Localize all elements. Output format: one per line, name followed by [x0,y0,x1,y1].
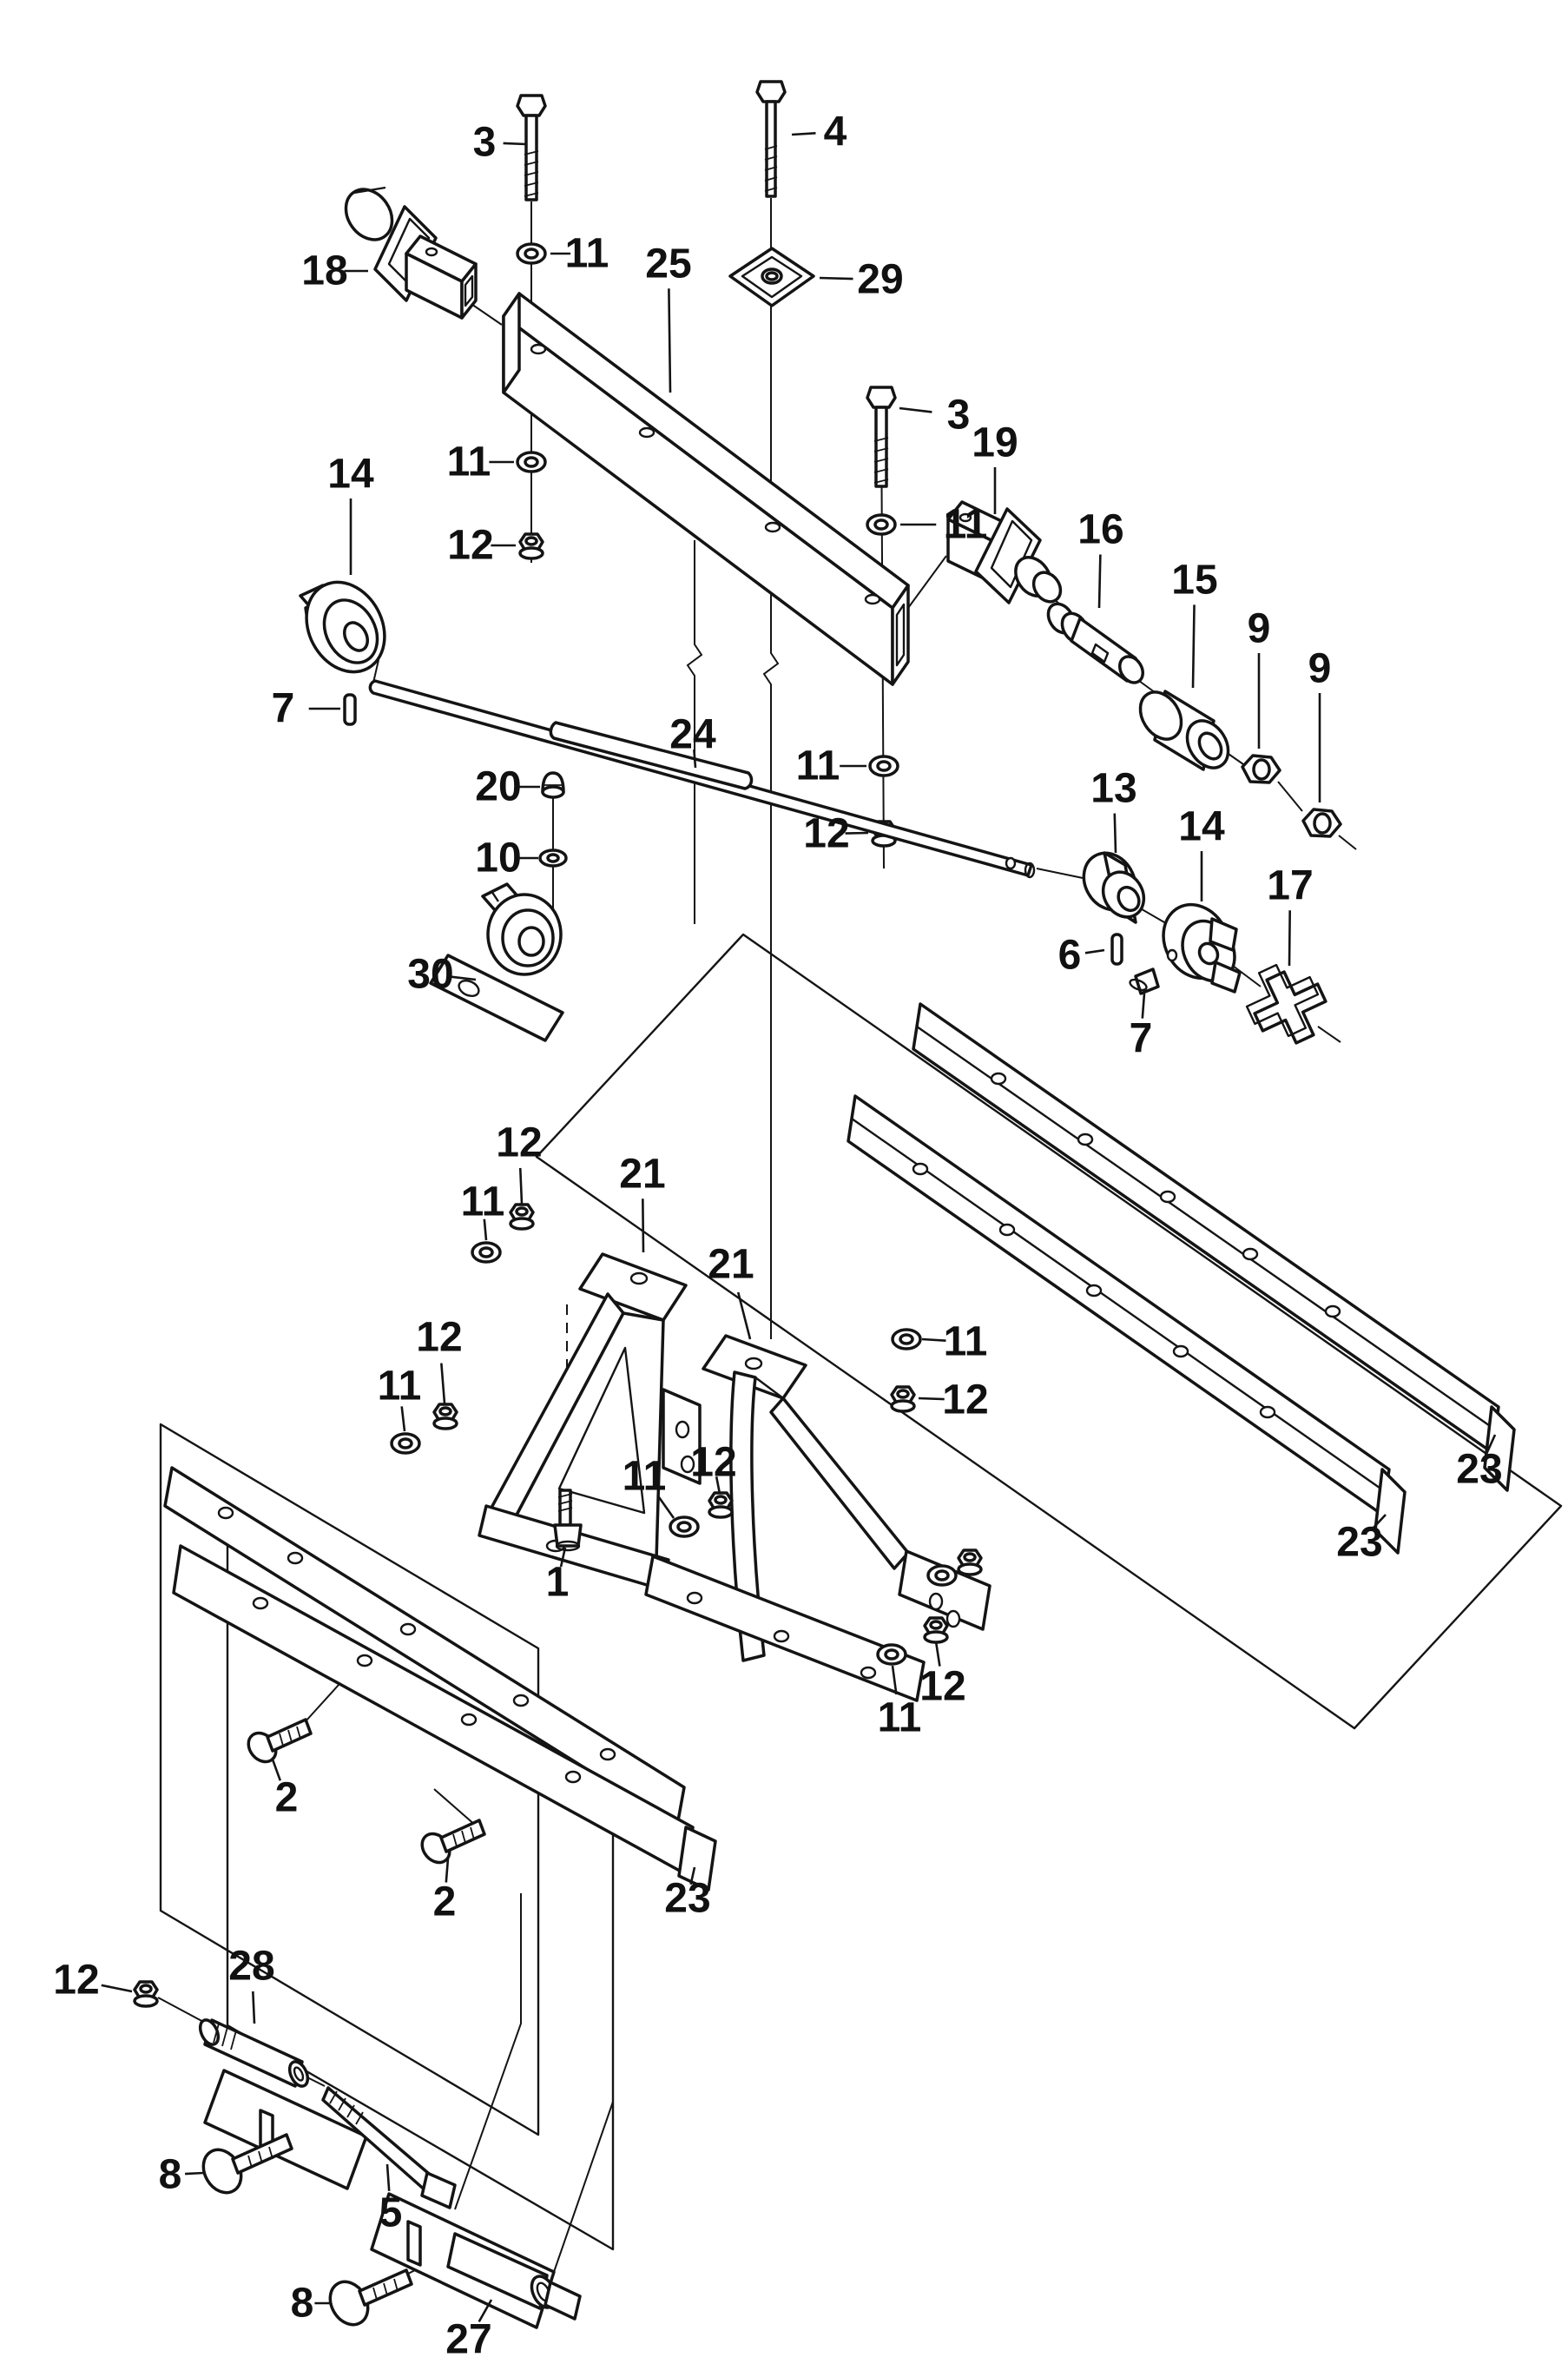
callout-11-13: 11 [795,743,840,789]
part-12-flange-nut [434,1404,457,1429]
part-11-lock-washer [392,1434,419,1453]
part-12-flange-nut [520,534,543,558]
leader-line-25-4 [669,288,670,393]
part-12-flange-nut [709,1493,732,1517]
callout-12-36: 12 [690,1439,737,1486]
callout-7-11: 7 [271,685,295,732]
leader-line-8-48 [185,2173,203,2174]
callout-11-34: 11 [943,1318,988,1365]
callout-20-20: 20 [475,763,522,810]
part-11-lock-washer [517,452,545,472]
part-11-lock-washer [870,756,898,776]
part-21-gusset-bracket-left [479,1254,700,1589]
callout-8-50: 8 [290,2280,314,2327]
leader-line-11-32 [402,1406,405,1431]
part-21-gusset-bracket-right [646,1336,990,1700]
callout-11-39: 11 [877,1694,922,1741]
leader-line-21-30 [642,1199,643,1252]
leader-line-12-35 [919,1398,945,1399]
callout-11-29: 11 [460,1179,505,1225]
leader-line-29-5 [820,278,853,279]
callout-8-48: 8 [158,2151,182,2198]
callout-21-30: 21 [619,1151,666,1198]
part-8-carriage-bolt-b [323,2270,412,2332]
part-2-hex-bolt-b [417,1820,484,1868]
leader-line-4-1 [792,133,816,135]
part-6-pin [1112,934,1122,964]
leader-line-11-34 [922,1339,946,1341]
leader-line-7-27 [1143,994,1144,1019]
leader-line-17-25 [1289,910,1290,966]
callout-29-5: 29 [857,256,904,303]
part-11-lock-washer [878,1645,906,1664]
callout-10-21: 10 [475,835,522,882]
part-12-flange-nut [892,1387,914,1411]
callout-14-8: 14 [327,451,374,498]
leader-line-15-17 [1193,604,1195,688]
callout-21-33: 21 [708,1241,754,1288]
part-7-pin-left [345,695,355,724]
part-25-square-tube-beam [504,294,908,684]
callout-12-35: 12 [942,1377,989,1423]
part-13-collar [1074,844,1152,925]
part-12-flange-nut [925,1618,947,1642]
callout-16-16: 16 [1077,506,1124,553]
callout-19-15: 19 [972,419,1018,466]
leader-line-21-33 [738,1292,750,1339]
leader-line-16-16 [1099,554,1100,608]
part-14-coupling-hub [1151,893,1245,992]
callout-18-2: 18 [301,248,348,294]
part-14-roller-left [292,569,400,686]
part-20-acorn-nut [543,773,563,797]
callout-11-32: 11 [377,1363,422,1410]
callout-4-1: 4 [823,109,847,155]
callout-12-46: 12 [53,1957,100,2004]
part-8-carriage-bolt-a [196,2135,292,2200]
part-12-flange-nut [135,1982,157,2006]
leader-line-3-6 [899,408,932,412]
callout-12-14: 12 [803,810,850,857]
callout-15-17: 15 [1171,557,1218,604]
part-11-lock-washer [928,1566,956,1585]
callout-5-49: 5 [379,2189,403,2236]
part-17-spider-insert [1236,954,1336,1053]
callout-17-25: 17 [1267,862,1314,909]
part-27-latch-plate [372,2194,580,2328]
part-3-hex-bolt-right [867,387,895,486]
callout-23-43: 23 [664,1875,711,1922]
callout-7-27: 7 [1129,1015,1153,1062]
callout-9-19: 9 [1308,645,1332,692]
part-2-hex-bolt-a [243,1720,311,1767]
part-9-hex-nut [1242,756,1280,782]
leader-line-12-40 [936,1641,939,1667]
part-10-flat-washer [540,850,566,866]
leader-line-13-23 [1115,814,1116,853]
callout-6-26: 6 [1057,932,1082,979]
callout-9-18: 9 [1247,605,1271,652]
callout-23-44: 23 [1456,1446,1503,1493]
leader-line-12-28 [520,1168,522,1204]
callout-12-10: 12 [447,522,494,569]
callout-layer [53,109,1502,2363]
callout-25-4: 25 [645,241,692,287]
part-9-hex-nut [1303,809,1341,836]
callout-3-0: 3 [472,119,497,166]
callout-14-24: 14 [1178,803,1225,850]
callout-12-28: 12 [496,1119,543,1166]
leader-line-12-46 [102,1985,132,1991]
callout-11-3: 11 [564,230,609,277]
part-11-lock-washer [867,515,895,534]
part-4-hex-bolt-long [757,82,785,196]
callout-12-31: 12 [416,1314,463,1361]
callout-12-40: 12 [919,1663,966,1710]
part-11-lock-washer [517,244,545,263]
part-11-lock-washer [893,1330,920,1349]
callout-3-6: 3 [946,392,971,439]
callout-1-38: 1 [545,1559,570,1606]
callout-23-45: 23 [1336,1519,1383,1566]
callout-2-41: 2 [274,1774,299,1821]
callout-11-9: 11 [446,439,491,485]
callout-28-47: 28 [228,1943,275,1990]
part-11-lock-washer [472,1243,500,1262]
leader-line-5-49 [387,2164,389,2191]
part-3-hex-bolt [517,96,545,200]
callout-24-12: 24 [669,711,716,758]
leader-line-3-0 [504,143,526,144]
callout-2-42: 2 [432,1879,457,1925]
callout-27-51: 27 [445,2316,492,2363]
part-12-flange-nut [511,1205,533,1229]
part-15-bushing [1132,684,1236,775]
part-7-set-screw [1129,969,1158,994]
callout-11-37: 11 [622,1453,667,1500]
part-11-lock-washer [670,1517,698,1536]
leader-line-12-31 [441,1364,445,1403]
leader-line-6-26 [1085,950,1104,953]
callout-13-23: 13 [1090,765,1137,812]
callout-30-22: 30 [407,951,454,998]
part-18-shaft-coupler [337,181,476,318]
part-16-stepped-pin [1043,599,1147,687]
part-29-square-nut-plate [730,248,814,306]
leader-line-28-47 [253,1991,254,2024]
callout-11-7: 11 [943,501,988,548]
part-24-rod [370,681,1034,877]
part-12-flange-nut [959,1550,981,1575]
